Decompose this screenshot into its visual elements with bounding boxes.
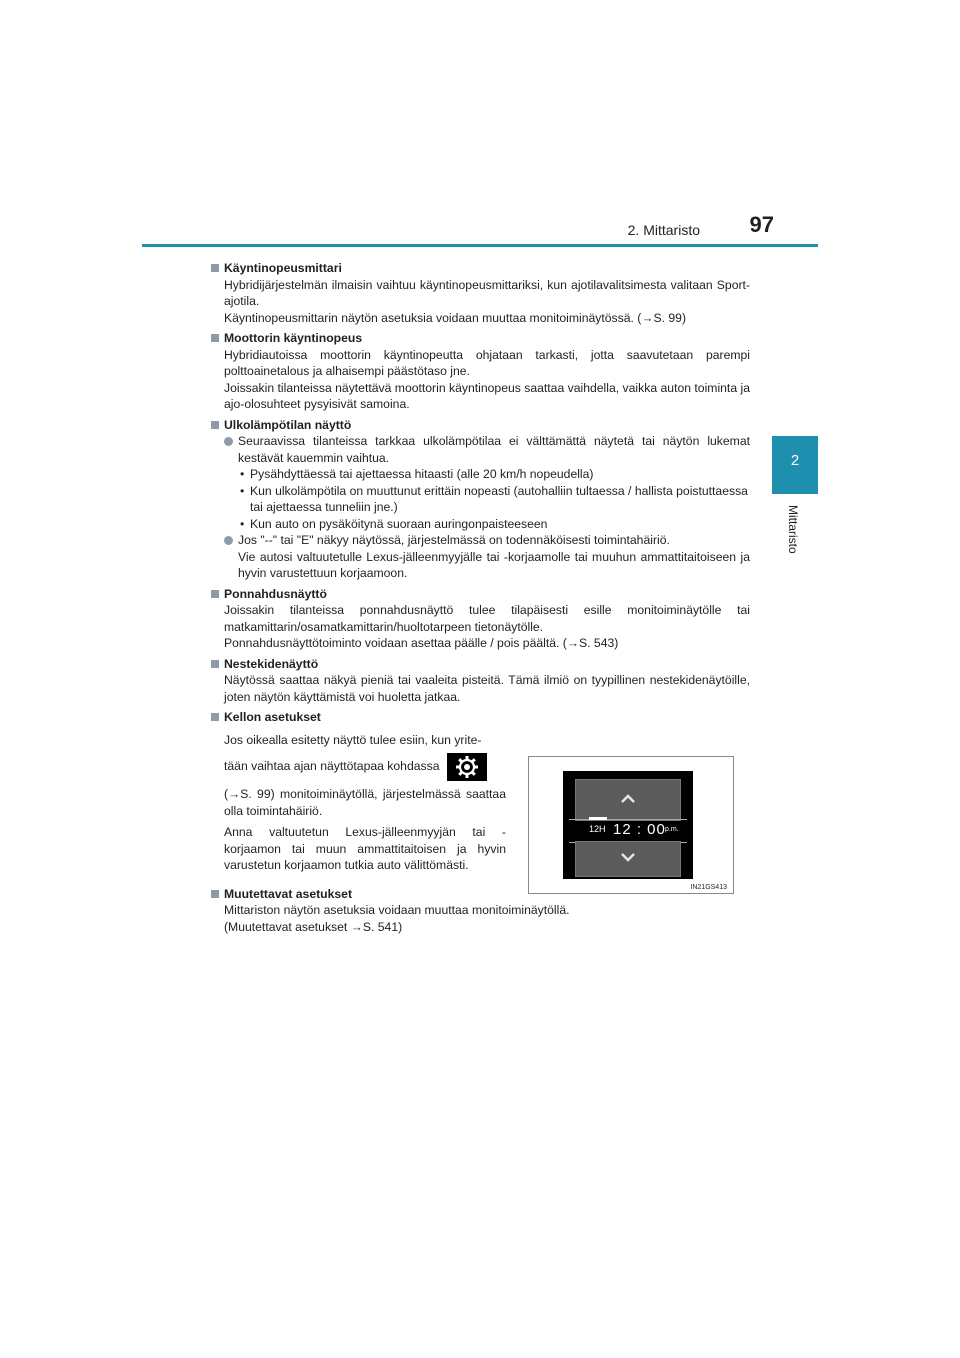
heading-rpm: Käyntinopeusmittari [210, 260, 750, 277]
clock-time: 12 : 00 [613, 821, 666, 838]
clock-screen [563, 771, 693, 879]
chevron-up-icon [576, 780, 680, 820]
chevron-down-icon [576, 842, 680, 876]
mode-indicator-bar [589, 817, 607, 820]
sub-item: • Pysähdyttäessä tai ajettaessa hitaasti (alle 20 km/h nopeudella) [240, 467, 594, 481]
chapter-label-container [784, 505, 804, 575]
time-row [569, 819, 687, 843]
bullet-dot-icon [224, 437, 233, 446]
paragraph: Mittariston näytön asetuksia voidaan muuttaa monitoiminäytöllä. [224, 903, 570, 917]
square-marker-icon [211, 660, 219, 668]
clock-figure [528, 756, 734, 894]
paragraph: Joissakin tilanteissa ponnahdusnäyttö tulee tilapäisesti esille monitoiminäytölle tai matkamittarin/osamatkamittarin/huoltotarpeen tietonäytölle. [224, 603, 750, 634]
square-marker-icon [211, 334, 219, 342]
chapter-number: 2 [790, 452, 800, 469]
down-panel [575, 841, 681, 877]
header-rule [142, 244, 818, 247]
heading-lcd: Nestekidenäyttö [210, 656, 750, 673]
page-number: 97 [749, 212, 774, 237]
clock-text [210, 732, 506, 874]
paragraph: Anna valtuutetun Lexus-jälleenmyyjän tai -korjaamon tai muun ammattitaitoisen ja hyvin varustetun korjaamon tutkia auto välittömästi. [224, 825, 506, 872]
gear-icon [447, 753, 487, 781]
chapter-tab [772, 436, 818, 494]
bullet-dot-icon [224, 536, 233, 545]
square-marker-icon [211, 590, 219, 598]
heading-outside-temp: Ulkolämpötilan näyttö [210, 417, 750, 434]
page-header [142, 212, 818, 248]
paragraph: Hybridijärjestelmän ilmaisin vaihtuu käyntinopeusmittariksi, kun ajotilavalitsimesta valitaan Sport-ajotila. [224, 277, 750, 308]
paragraph: (Muutettavat asetukset →S. 541) [224, 919, 403, 934]
paragraph: Käyntinopeusmittarin näytön asetuksia voidaan muuttaa monitoiminäytössä. (→S. 99) [224, 310, 687, 325]
square-marker-icon [211, 264, 219, 272]
paragraph: Jos oikealla esitetty näyttö tulee esiin, kun yrite- [224, 732, 482, 747]
heading-settings: Muutettavat asetukset [210, 886, 750, 903]
clock-mode: 12H [589, 824, 606, 834]
paragraph: Hybridiautoissa moottorin käyntinopeutta ohjataan tarkasti, jotta saavutetaan parempi polttoainetalous ja alhaisempi päästötaso jne. [224, 347, 750, 378]
heading-engine-speed: Moottorin käyntinopeus [210, 330, 750, 347]
square-marker-icon [211, 421, 219, 429]
paragraph: Joissakin tilanteissa näytettävä moottorin käyntinopeus saattaa vaihdella, vaikka auton toiminta ja ajo-olosuhteet pysyisivät samoina. [224, 380, 750, 411]
paragraph: (→S. 99) monitoiminäytöllä, järjestelmässä saattaa olla toimintahäiriö. [224, 787, 506, 818]
section-title: 2. Mittaristo [627, 222, 700, 238]
heading-clock: Kellon asetukset [210, 709, 750, 726]
sub-item: • Kun auto on pysäköitynä suoraan auringonpaisteeseen [240, 516, 548, 531]
figure-code: IN21GS413 [690, 884, 727, 891]
heading-popup: Ponnahdusnäyttö [210, 586, 750, 603]
clock-ampm: p.m. [665, 826, 679, 833]
square-marker-icon [211, 890, 219, 898]
sub-item: • Kun ulkolämpötila on muuttunut erittäin nopeasti (autohalliin tultaessa / hallista poistuttaessa tai ajettaessa tunneliin jne.) [240, 483, 748, 514]
paragraph: tään vaihtaa ajan näyttötapaa kohdassa [224, 759, 440, 774]
square-marker-icon [211, 713, 219, 721]
bullet-item: Seuraavissa tilanteissa tarkkaa ulkolämpötilaa ei välttämättä näytetä tai näytön lukemat kestävät kauemmin vaihtua. [210, 433, 750, 466]
chapter-label: Mittaristo [786, 505, 800, 554]
paragraph: Ponnahdusnäyttötoiminto voidaan asettaa päälle / pois päältä. (→S. 543) [224, 636, 619, 650]
up-panel [575, 779, 681, 821]
bullet-item: Jos "--" tai "E" näkyy näytössä, järjestelmässä on todennäköisesti toimintahäiriö. Vie autosi valtuutetulle Lexus-jälleenmyyjälle tai -korjaamolle tai muuhun ammattitaitoiseen ja hyvin varustettuun korjaamoon. [210, 532, 750, 582]
paragraph: Näytössä saattaa näkyä pieniä tai vaaleita pisteitä. Tämä ilmiö on tyypillinen nestekidenäytöille, joten näytön käyttämistä voi huoletta jatkaa. [224, 673, 750, 704]
